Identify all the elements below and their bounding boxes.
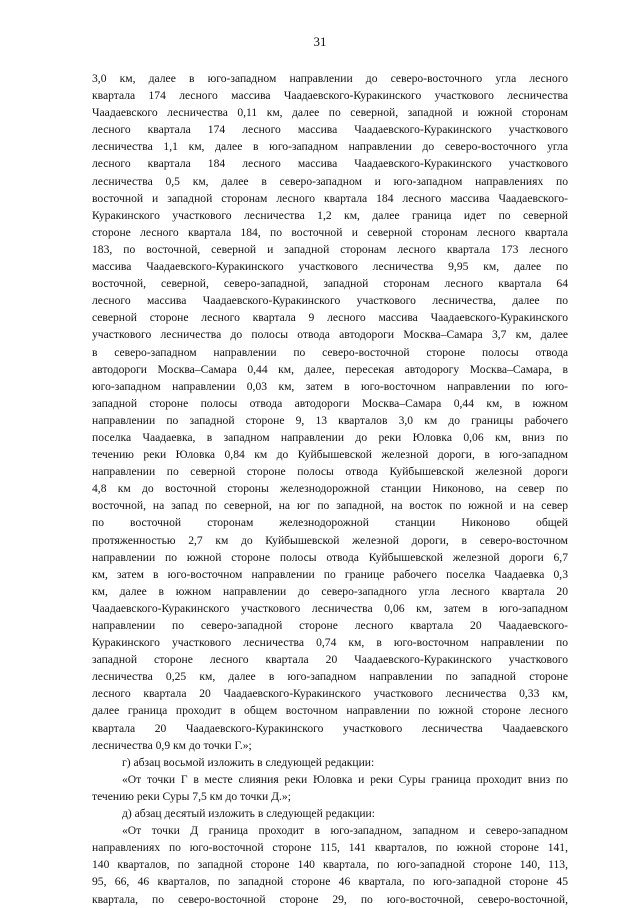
text-line: лесного квартала 174 лесного массива Чаадаевского-Куракинского участкового: [92, 123, 568, 137]
text-line: 183, по восточной, северной и западной сторонам лесного квартала 173 лесного: [92, 242, 568, 256]
text-line: массива Чаадаевского-Куракинского участкового лесничества 9,95 км, далее по: [92, 260, 568, 274]
text-line: Куракинского участкового лесничества 0,74 км, в юго-восточном направлении по: [92, 636, 568, 650]
text-line: Чаадаевского-Куракинского участкового лесничества 0,06 км, затем в юго-западном: [92, 601, 568, 615]
text-line: западной стороне полосы отвода автодороги Москва–Самара 0,44 км, в южном: [92, 396, 568, 410]
text-line: лесничества 0,9 км до точки Г.»;: [92, 738, 252, 752]
text-line: квартала, по северо-восточной стороне 29, по юго-восточной, северо-восточной,: [92, 892, 568, 906]
text-line: 4,8 км до восточной стороны железнодорожной станции Никоново, на север по: [92, 482, 568, 496]
text-line: квартала 20 Чаадаевского-Куракинского участкового лесничества Чаадаевского: [92, 721, 568, 735]
text-line: восточной, северной, северо-западной, западной сторонам лесного квартала 64: [92, 277, 568, 291]
text-line: лесного квартала 20 Чаадаевского-Куракинского участкового лесничества 0,33 км,: [92, 687, 568, 701]
amendment-heading: д) абзац десятый изложить в следующей редакции:: [122, 807, 375, 821]
text-line: западной стороне лесного квартала 20 Чаадаевского-Куракинского участкового: [92, 653, 568, 667]
text-line: направлениях по юго-восточной стороне 115, 141 кварталов, по южной стороне 141,: [92, 841, 568, 855]
text-line: стороне лесного квартала 184, по восточной и северной сторонам лесного квартала: [92, 225, 568, 239]
text-line: лесного массива Чаадаевского-Куракинского участкового лесничества, далее по: [92, 294, 568, 308]
text-line: «От точки Д граница проходит в юго-западном, западном и северо-западном: [122, 824, 568, 838]
body-text: [92, 70, 568, 908]
text-line: лесничества 0,5 км, далее в северо-западном и юго-западном направлениях по: [92, 174, 568, 188]
text-line: в северо-западном направлении по северо-восточной стороне полосы отвода: [92, 345, 568, 359]
text-line: юго-западном направлении 0,03 км, затем в юго-восточном направлении по юго-: [92, 379, 568, 393]
text-line: по восточной сторонам железнодорожной станции Никоново общей: [92, 516, 568, 530]
text-line: направлении по западной стороне 9, 13 кварталов 3,0 км до границы рабочего: [92, 413, 568, 427]
text-line: Куракинского участкового лесничества 1,2 км, далее граница идет по северной: [92, 208, 568, 222]
text-line: 3,0 км, далее в юго-западном направлении до северо-восточного угла лесного: [92, 72, 568, 85]
text-line: лесничества 1,1 км, далее в юго-западном направлении до северо-восточного угла: [92, 140, 568, 154]
text-line: течению реки Суры 7,5 км до точки Д.»;: [92, 789, 291, 803]
text-line: участкового лесничества до полосы отвода автодороги Москва–Самара 3,7 км, далее: [92, 328, 568, 342]
text-line: км, затем в юго-восточном направлении по границе рабочего поселка Чаадаевка 0,3: [92, 567, 568, 581]
text-line: лесничества 0,25 км, далее в юго-западном направлении по западной стороне: [92, 670, 568, 684]
text-line: 95, 66, 46 кварталов, по западной стороне 46 квартала, по юго-западной стороне 45: [92, 875, 568, 889]
text-line: автодороги Москва–Самара 0,44 км, далее, пересекая автодорогу Москва–Самара, в: [92, 362, 568, 376]
amendment-heading: г) абзац восьмой изложить в следующей редакции:: [122, 755, 375, 769]
text-line: протяженностью 2,7 км до Куйбышевской железной дороги, в северо-восточном: [92, 533, 568, 547]
text-line: 140 кварталов, по западной стороне 140 квартала, по юго-западной стороне 140, 113,: [92, 858, 568, 872]
text-line: Чаадаевского лесничества 0,11 км, далее по северной, западной и южной сторонам: [92, 106, 568, 120]
text-line: северной стороне лесного квартала 9 лесного массива Чаадаевского-Куракинского: [92, 311, 568, 325]
text-line: восточной, на запад по северной, на юг по западной, на восток по южной и на север: [92, 499, 568, 513]
text-line: лесного квартала 184 лесного массива Чаадаевского-Куракинского участкового: [92, 157, 568, 171]
text-line: поселка Чаадаевка, в западном направлении до реки Юловка 0,06 км, вниз по: [92, 430, 568, 444]
page-number: 31: [313, 34, 327, 49]
text-line: квартала 174 лесного массива Чаадаевского-Куракинского участкового лесничества: [92, 89, 568, 103]
text-line: направлении по южной стороне полосы отвода Куйбышевской железной дороги 6,7: [92, 550, 568, 564]
text-line: направлении по северо-западной стороне лесного квартала 20 Чаадаевского-: [92, 619, 568, 632]
text-line: направлении по северной стороне полосы отвода Куйбышевской железной дороги: [92, 465, 568, 479]
text-line: восточной и западной сторонам лесного квартала 184 лесного массива Чаадаевского-: [92, 191, 568, 205]
text-line: «От точки Г в месте слияния реки Юловка и реки Суры граница проходит вниз по: [122, 772, 568, 786]
text-line: км, далее в южном направлении до северо-западного угла лесного квартала 20: [92, 584, 568, 598]
text-line: течению реки Юловка 0,84 км до Куйбышевской железной дороги, в юго-западном: [92, 448, 568, 462]
text-line: далее граница проходит в общем восточном направлении по южной стороне лесного: [92, 704, 568, 718]
